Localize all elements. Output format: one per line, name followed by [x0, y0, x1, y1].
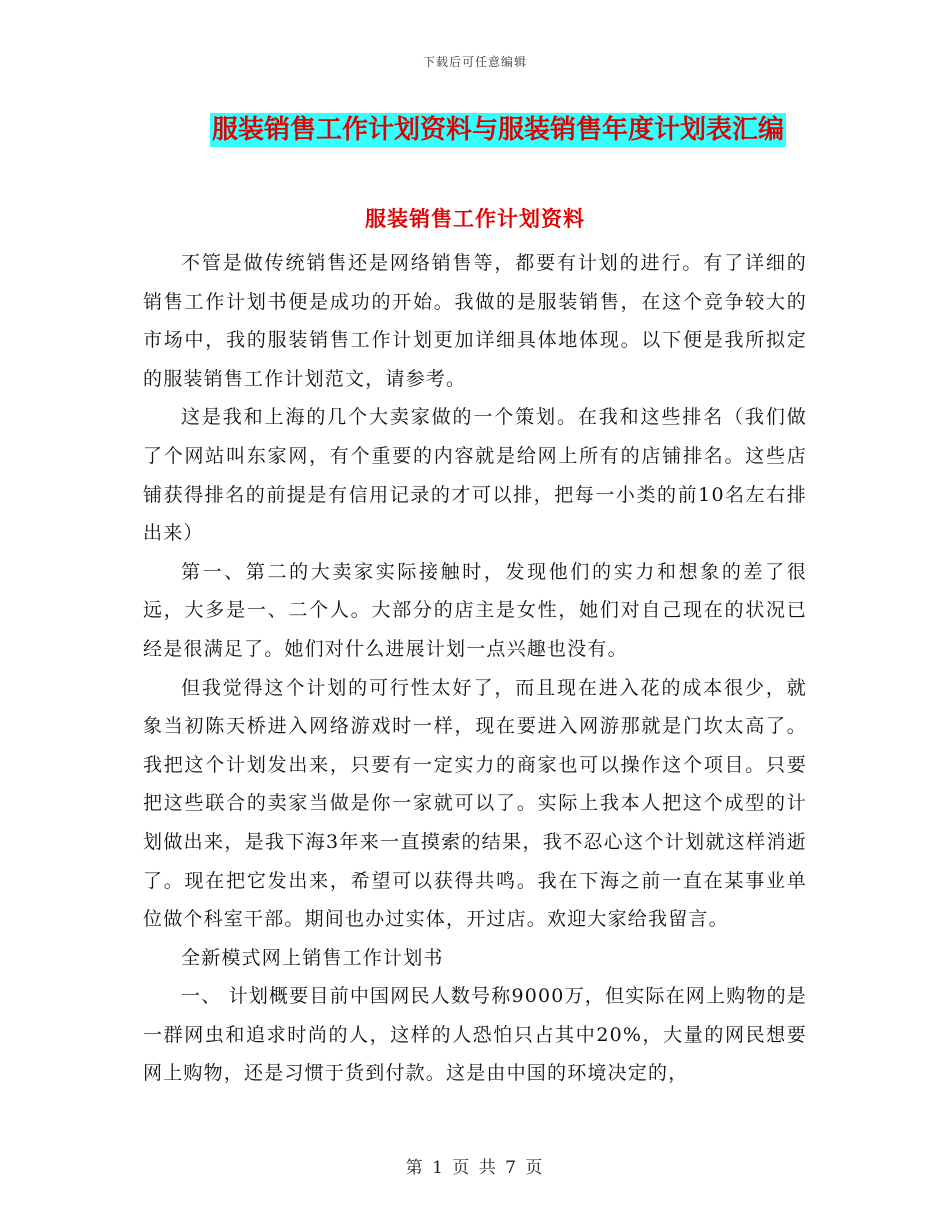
- page-number: 第 1 页 共 7 页: [405, 1158, 545, 1178]
- paragraph: 不管是做传统销售还是网络销售等，都要有计划的进行。有了详细的销售工作计划书便是成功的开始。我做的是服装销售，在这个竞争较大的市场中，我的服装销售工作计划更加详细具体地体现。以下便是我所拟定的服装销售工作计划范文，请参考。: [143, 252, 807, 390]
- paragraph: 全新模式网上销售工作计划书: [181, 946, 444, 969]
- section-title: 服装销售工作计划资料: [365, 206, 585, 231]
- paragraph: 这是我和上海的几个大卖家做的一个策划。在我和这些排名（我们做了个网站叫东家网，有个重要的内容就是给网上所有的店铺排名。这些店铺获得排名的前提是有信用记录的才可以排，把每一小类的前10名左右排出来）: [143, 406, 807, 545]
- document-title-wrapper: [0, 113, 950, 147]
- document-body: [143, 244, 807, 1093]
- paragraph: 但我觉得这个计划的可行性太好了，而且现在进入花的成本很少，就象当初陈天桥进入网络游戏时一样，现在要进入网游那就是门坎太高了。我把这个计划发出来，只要有一定实力的商家也可以操作这个项目。只要把这些联合的卖家当做是你一家就可以了。实际上我本人把这个成型的计划做出来，是我下海3年来一直摸索的结果，我不忍心这个计划就这样消逝了。现在把它发出来，希望可以获得共鸣。我在下海之前一直在某事业单位做个科室干部。期间也办过实体，开过店。欢迎大家给我留言。: [143, 676, 807, 931]
- paragraph: 第一、第二的大卖家实际接触时，发现他们的实力和想象的差了很远，大多是一、二个人。大部分的店主是女性，她们对自己现在的状况已经是很满足了。她们对什么进展计划一点兴趣也没有。: [143, 560, 807, 660]
- page-header-note: 下载后可任意编辑: [422, 55, 527, 69]
- document-title: 服装销售工作计划资料与服装销售年度计划表汇编: [211, 115, 784, 145]
- paragraph: 一、 计划概要目前中国网民人数号称9000万，但实际在网上购物的是一群网虫和追求时尚的人，这样的人恐怕只占其中20%，大量的网民想要网上购物，还是习惯于货到付款。这是由中国的环境决定的，: [143, 985, 807, 1085]
